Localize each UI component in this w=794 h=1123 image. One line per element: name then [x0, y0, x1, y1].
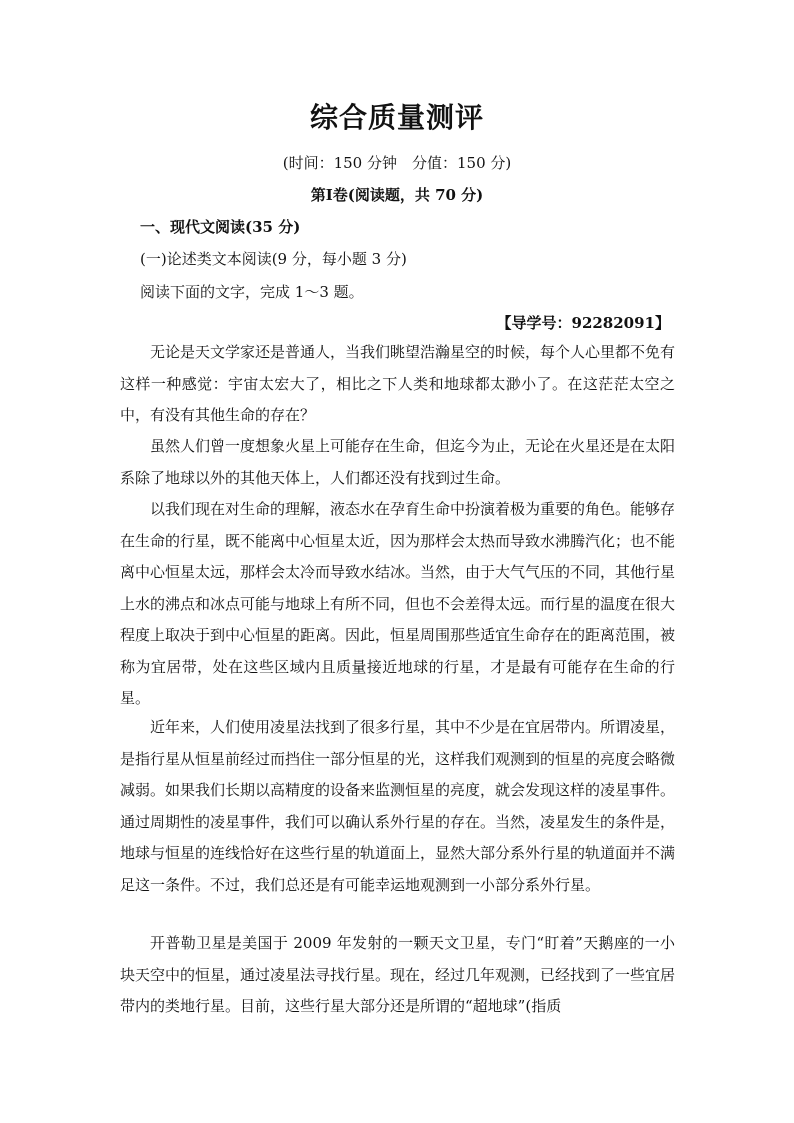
volume-heading: 第Ⅰ卷(阅读题，共 70 分) — [310, 186, 484, 204]
page-title: 综合质量测评 — [309, 101, 484, 134]
exam-time-info: (时间：150 分钟 分值：150 分) — [282, 154, 512, 172]
subsection-heading: (一)论述类文本阅读(9 分，每小题 3 分) — [140, 250, 407, 268]
section-heading: 一、现代文阅读(35 分) — [140, 218, 301, 236]
paragraph-5: 开普勒卫星是美国于 2009 年发射的一颗天文卫星，专门“盯着”天鹅座的一小块天空中的恒星，通过凌星法寻找行星。现在，经过几年观测，已经找到了一些宜居带内的类地行星。目前，这些行星大部分还是所谓的“超地球”(指质 — [120, 934, 676, 1015]
guide-number: 【导学号：92282091】 — [496, 314, 670, 332]
paragraph-2: 虽然人们曾一度想象火星上可能存在生命，但迄今为止，无论在火星还是在太阳系除了地球以外的其他天体上，人们都还没有找到过生命。 — [120, 437, 676, 487]
paragraph-3: 以我们现在对生命的理解，液态水在孕育生命中扮演着极为重要的角色。能够存在生命的行星，既不能离中心恒星太近，因为那样会太热而导致水沸腾汽化；也不能离中心恒星太远，那样会太冷而导致水结冰。当然，由于大气气压的不同，其他行星上水的沸点和冰点可能与地球上有所不同，但也不会差得太远。而行星的温度在很大程度上取决于到中心恒星的距离。因此，恒星周围那些适宜生命存在的距离范围，被称为宜居带，处在这些区域内且质量接近地球的行星，才是最有可能存在生命的行星。 — [120, 500, 676, 707]
reading-instruction: 阅读下面的文字，完成 1～3 题。 — [140, 283, 364, 301]
paragraph-1: 无论是天文学家还是普通人，当我们眺望浩瀚星空的时候，每个人心里都不免有这样一种感觉：宇宙太宏大了，相比之下人类和地球都太渺小了。在这茫茫太空之中，有没有其他生命的存在？ — [120, 343, 676, 424]
paragraph-4: 近年来，人们使用凌星法找到了很多行星，其中不少是在宜居带内。所谓凌星，是指行星从恒星前经过而挡住一部分恒星的光，这样我们观测到的恒星的亮度会略微减弱。如果我们长期以高精度的设备来监测恒星的亮度，就会发现这样的凌星事件。通过周期性的凌星事件，我们可以确认系外行星的存在。当然，凌星发生的条件是，地球与恒星的连线恰好在这些行星的轨道面上，显然大部分系外行星的轨道面并不满足这一条件。不过，我们总还是有可能幸运地观测到一小部分系外行星。 — [120, 718, 676, 894]
